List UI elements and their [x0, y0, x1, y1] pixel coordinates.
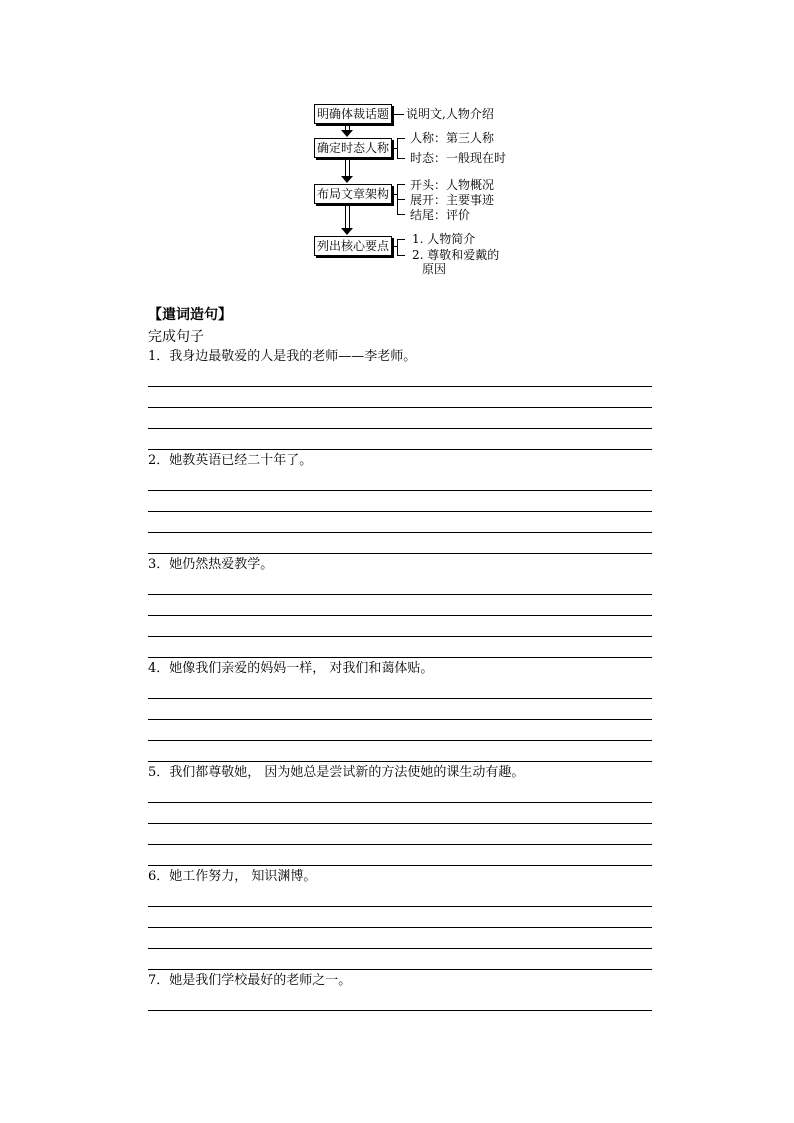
item-prompt: 4．她像我们亲爱的妈妈一样， 对我们和蔼体贴。 — [148, 661, 434, 676]
down-arrow-icon — [341, 204, 353, 235]
ending-label: 结尾：评价 — [410, 208, 471, 222]
answer-line[interactable] — [148, 803, 652, 824]
answer-line[interactable] — [148, 949, 652, 970]
exercise-item — [148, 972, 652, 1011]
exercise-item — [148, 868, 652, 970]
answer-line[interactable] — [148, 990, 652, 1011]
connector-line — [397, 138, 405, 139]
answer-line[interactable] — [148, 824, 652, 845]
answer-line[interactable] — [148, 366, 652, 387]
item-prompt: 3．她仍然热爱教学。 — [148, 557, 274, 572]
answer-line[interactable] — [148, 533, 652, 554]
bracket-line — [397, 239, 398, 256]
section-title: 【遣词造句】 — [148, 307, 232, 323]
answer-line[interactable] — [148, 491, 652, 512]
answer-line[interactable] — [148, 907, 652, 928]
section-subtitle: 完成句子 — [148, 329, 204, 345]
exercise-item — [148, 452, 652, 554]
answer-line[interactable] — [148, 720, 652, 741]
answer-line[interactable] — [148, 512, 652, 533]
connector-line — [397, 199, 405, 200]
answer-line[interactable] — [148, 699, 652, 720]
opening-label: 开头：人物概况 — [410, 178, 495, 192]
genre-label: 说明文,人物介绍 — [406, 107, 494, 121]
person-label: 人称：第三人称 — [410, 131, 495, 145]
step-box-structure: 布局文章架构 — [314, 184, 392, 204]
item-prompt: 2．她教英语已经二十年了。 — [148, 453, 313, 468]
answer-line[interactable] — [148, 678, 652, 699]
answer-line[interactable] — [148, 637, 652, 658]
writing-steps-diagram — [0, 0, 794, 300]
exercise-item — [148, 348, 652, 450]
answer-line[interactable] — [148, 387, 652, 408]
answer-line[interactable] — [148, 928, 652, 949]
exercise-item — [148, 660, 652, 762]
step-box-points: 列出核心要点 — [314, 236, 392, 256]
point2-label-cont: 原因 — [422, 262, 447, 276]
answer-line[interactable] — [148, 595, 652, 616]
connector-line — [397, 239, 405, 240]
connector-line — [397, 255, 405, 256]
connector-line — [397, 184, 405, 185]
down-arrow-icon — [341, 158, 353, 183]
bracket-line — [397, 138, 398, 159]
answer-line[interactable] — [148, 574, 652, 595]
answer-line[interactable] — [148, 886, 652, 907]
answer-line[interactable] — [148, 616, 652, 637]
item-prompt: 1．我身边最敬爱的人是我的老师——李老师。 — [148, 349, 417, 364]
answer-line[interactable] — [148, 470, 652, 491]
tense-label: 时态：一般现在时 — [410, 151, 507, 165]
connector-line — [397, 158, 405, 159]
point2-label: 2. 尊敬和爱戴的 — [412, 248, 500, 262]
answer-line[interactable] — [148, 408, 652, 429]
point1-label: 1. 人物简介 — [412, 232, 476, 246]
exercise-item — [148, 556, 652, 658]
exercise-item — [148, 764, 652, 866]
answer-line[interactable] — [148, 782, 652, 803]
body-label: 展开：主要事迹 — [410, 193, 495, 207]
down-arrow-icon — [341, 124, 353, 137]
exercise-section — [148, 306, 652, 1011]
answer-line[interactable] — [148, 429, 652, 450]
step-box-genre: 明确体裁话题 — [314, 104, 392, 124]
item-prompt: 5．我们都尊敬她， 因为她总是尝试新的方法使她的课生动有趣。 — [148, 765, 525, 780]
connector-line — [397, 214, 405, 215]
connector-line — [392, 114, 404, 115]
answer-line[interactable] — [148, 845, 652, 866]
step-box-tense: 确定时态人称 — [314, 138, 392, 158]
item-prompt: 6．她工作努力， 知识渊博。 — [148, 869, 317, 884]
item-prompt: 7．她是我们学校最好的老师之一。 — [148, 973, 352, 988]
answer-line[interactable] — [148, 741, 652, 762]
